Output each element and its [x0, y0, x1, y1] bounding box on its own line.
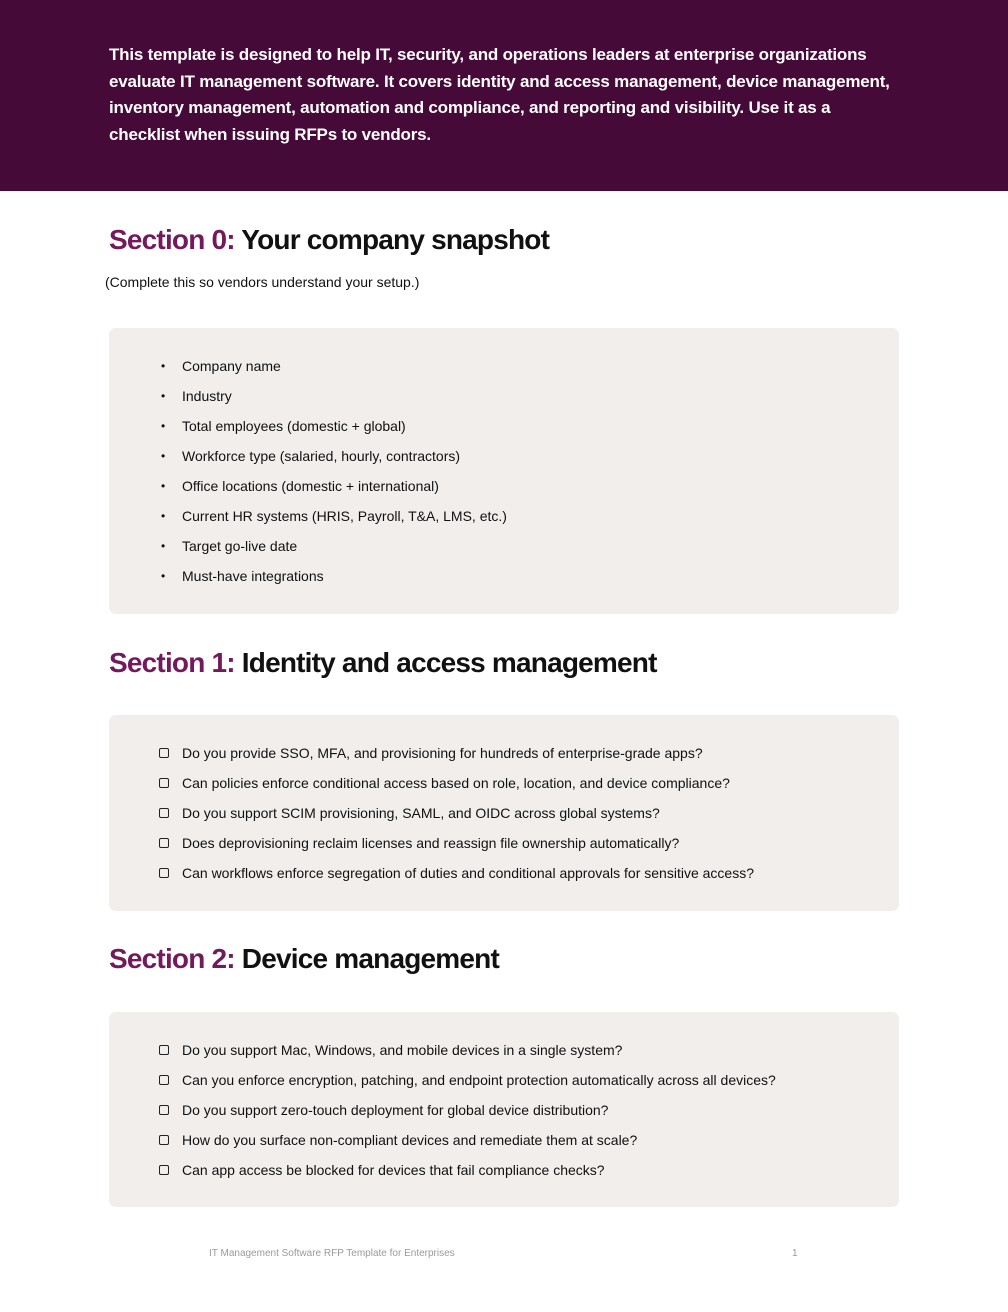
item-label: Workforce type (salaried, hourly, contractors) — [182, 448, 461, 464]
item-label: Do you support SCIM provisioning, SAML, and OIDC across global systems? — [182, 805, 660, 821]
bullet-icon: • — [161, 389, 166, 403]
item-label: Can policies enforce conditional access based on role, location, and device compliance? — [182, 775, 730, 791]
checkbox-icon[interactable] — [159, 808, 169, 818]
bullet-icon: • — [161, 449, 166, 463]
bullet-item — [161, 506, 507, 526]
item-label: Must-have integrations — [182, 568, 324, 584]
item-label: Target go-live date — [182, 538, 298, 554]
item-label: How do you surface non-compliant devices and remediate them at scale? — [182, 1132, 638, 1148]
bullet-icon: • — [161, 419, 166, 433]
section-0-box — [109, 328, 899, 614]
bullet-item — [161, 416, 406, 436]
bullet-item — [161, 386, 232, 406]
checkbox-icon[interactable] — [159, 778, 169, 788]
intro-text: This template is designed to help IT, security, and operations leaders at enterprise organizations evaluate IT management software. It covers identity and access management, device management, inventory management, automation and compliance, and reporting and visibility. Use it as a checklist when issuing RFPs to vendors. — [109, 45, 890, 144]
bullet-item — [161, 356, 281, 376]
item-label: Does deprovisioning reclaim licenses and reassign file ownership automatically? — [182, 835, 680, 851]
checklist-item[interactable] — [182, 743, 703, 763]
checkbox-icon[interactable] — [159, 748, 169, 758]
bullet-icon: • — [161, 509, 166, 523]
checklist-item[interactable] — [182, 803, 660, 823]
item-label: Do you support Mac, Windows, and mobile devices in a single system? — [182, 1042, 623, 1058]
item-label: Do you provide SSO, MFA, and provisioning for hundreds of enterprise-grade apps? — [182, 745, 703, 761]
checklist-item[interactable] — [182, 833, 679, 853]
bullet-icon: • — [161, 479, 166, 493]
item-label: Do you support zero-touch deployment for global device distribution? — [182, 1102, 609, 1118]
checkbox-icon[interactable] — [159, 1105, 169, 1115]
item-label: Total employees (domestic + global) — [182, 418, 406, 434]
bullet-item — [161, 476, 439, 496]
checkbox-icon[interactable] — [159, 1135, 169, 1145]
item-label: Can workflows enforce segregation of duties and conditional approvals for sensitive access? — [182, 865, 754, 881]
checkbox-icon[interactable] — [159, 1075, 169, 1085]
checklist-item[interactable] — [182, 1100, 608, 1120]
checklist-item[interactable] — [182, 1160, 605, 1180]
checklist-item[interactable] — [182, 773, 730, 793]
footer-title: IT Management Software RFP Template for Enterprises — [209, 1248, 455, 1259]
checkbox-icon[interactable] — [159, 1045, 169, 1055]
section-2-title: Section 2: Device management — [109, 943, 499, 974]
bullet-item — [161, 446, 461, 466]
section-2-box — [109, 1012, 899, 1207]
checkbox-icon[interactable] — [159, 838, 169, 848]
checklist-item[interactable] — [182, 863, 754, 883]
bullet-icon: • — [161, 359, 166, 373]
item-label: Can you enforce encryption, patching, and endpoint protection automatically across all devices? — [182, 1072, 776, 1088]
section-0-subtitle: (Complete this so vendors understand your setup.) — [105, 274, 420, 290]
checklist-item[interactable] — [182, 1070, 776, 1090]
section-0-title: Section 0: Your company snapshot — [109, 224, 550, 255]
bullet-icon: • — [161, 539, 166, 553]
checkbox-icon[interactable] — [159, 1165, 169, 1175]
bullet-item — [161, 566, 324, 586]
bullet-icon: • — [161, 569, 166, 583]
item-label: Office locations (domestic + international) — [182, 478, 439, 494]
checklist-item[interactable] — [182, 1040, 622, 1060]
section-1-box — [109, 715, 899, 911]
item-label: Current HR systems (HRIS, Payroll, T&A, LMS, etc.) — [182, 508, 507, 524]
page-number: 1 — [792, 1248, 798, 1259]
item-label: Industry — [182, 388, 232, 404]
bullet-item — [161, 536, 298, 556]
checkbox-icon[interactable] — [159, 868, 169, 878]
item-label: Company name — [182, 358, 281, 374]
item-label: Can app access be blocked for devices that fail compliance checks? — [182, 1162, 605, 1178]
checklist-item[interactable] — [182, 1130, 637, 1150]
intro-banner — [0, 0, 1008, 191]
section-1-title: Section 1: Identity and access management — [109, 647, 657, 678]
